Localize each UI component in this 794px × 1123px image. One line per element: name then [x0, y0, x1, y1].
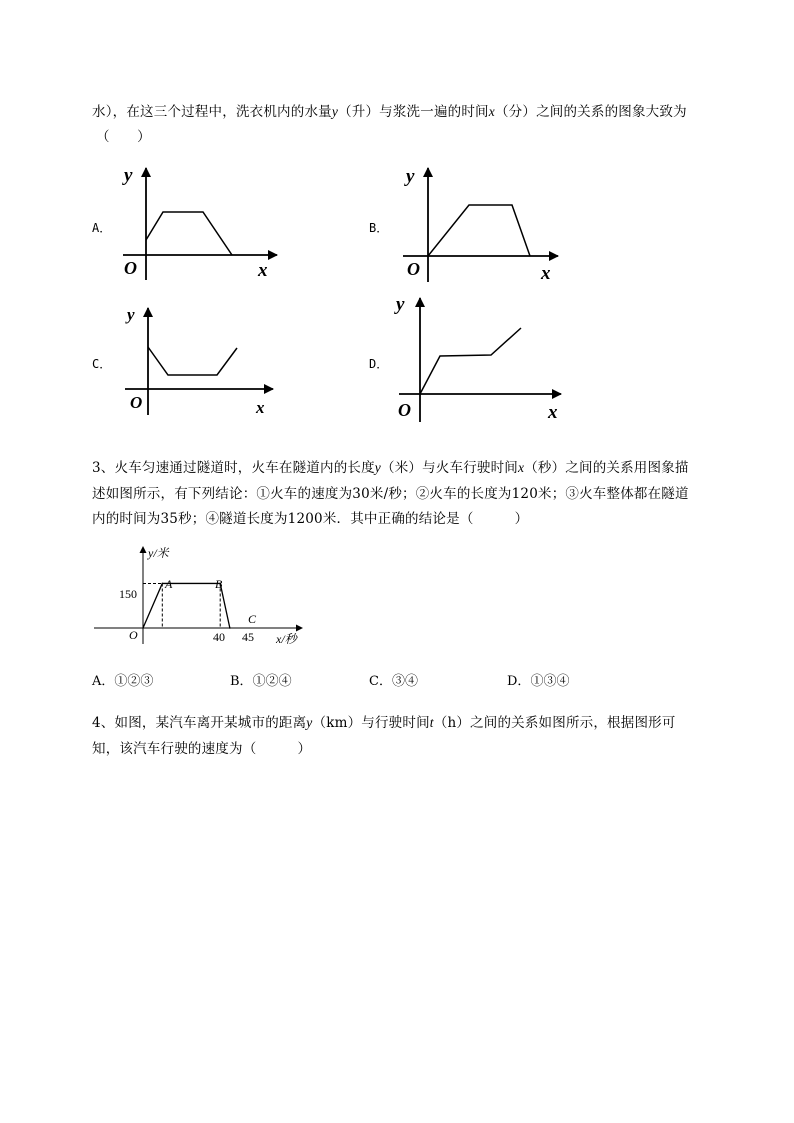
x-label: x: [548, 402, 558, 423]
q3-point-1: [162, 583, 164, 585]
q4-var-t: t: [429, 715, 434, 730]
q2-graph-a: [115, 160, 285, 285]
origin-label: O: [407, 259, 420, 279]
y-tick-150: 150: [119, 587, 137, 601]
y-label: y: [127, 305, 135, 324]
q4-line-2: 知，该汽车行驶的速度为（ ）: [92, 741, 312, 757]
q3-option-c[interactable]: [369, 670, 418, 689]
point-label-a: A: [165, 577, 173, 591]
x-label: x: [258, 260, 268, 281]
q2-graph-b: [395, 160, 565, 285]
y-label: y: [396, 294, 405, 315]
q3-line-1: [92, 456, 689, 476]
x-axis-label: x/秒: [276, 632, 297, 646]
graph-line: [146, 212, 232, 255]
q2-text-c: （分）之间的关系的图象大致为: [494, 104, 687, 120]
q2-var-y: y: [331, 104, 339, 119]
q2-option-d-label: D．: [369, 357, 389, 371]
q3-line-2: 述如图所示，有下列结论：①火车的速度为30米/秒；②火车的长度为120米；③火车整体都在隧道: [92, 486, 689, 502]
x-tick-45: 45: [242, 630, 254, 644]
x-label: x: [541, 263, 551, 284]
q4-text-b: （km）与行驶时间: [312, 715, 430, 731]
q2-option-b-label: B．: [369, 221, 389, 235]
q3-text-a: 3、火车匀速通过隧道时，火车在隧道内的长度: [92, 460, 375, 476]
q3-option-d[interactable]: [507, 670, 569, 689]
q2-var-x: x: [488, 104, 495, 119]
q2-graph-d: [393, 290, 573, 425]
q2-graph-c: [115, 300, 285, 420]
q3-var-y: y: [374, 460, 381, 475]
origin-label: O: [130, 393, 143, 412]
q4-var-y: y: [306, 715, 313, 730]
q3-var-x: x: [518, 460, 525, 475]
q3-text-b: （米）与火车行驶时间: [381, 460, 518, 476]
q3-text-c: （秒）之间的关系用图象描: [524, 460, 689, 476]
q3-chart: [90, 542, 340, 652]
q4-line-1: [92, 711, 676, 731]
q4-text-c: （h）之间的关系如图所示，根据图形可: [433, 715, 676, 731]
q3-point-3: [229, 627, 231, 629]
q2-line-2: （ ）: [96, 129, 151, 145]
origin-label: O: [398, 400, 411, 420]
q2-option-c-label: C．: [92, 357, 112, 371]
q3-point-0: [142, 627, 144, 629]
q3-option-a[interactable]: [92, 670, 153, 689]
q3-option-d-text: ①③④: [530, 674, 570, 689]
q3-option-a-letter: A．: [92, 674, 115, 689]
q3-option-c-letter: C．: [369, 674, 392, 689]
q4-text-a: 4、如图，某汽车离开某城市的距离: [92, 715, 307, 731]
q2-line-1: [92, 100, 687, 120]
q3-line-3: 内的时间为35秒；④隧道长度为1200米．其中正确的结论是（ ）: [92, 511, 529, 527]
q3-option-a-text: ①②③: [114, 674, 154, 689]
q3-option-b-letter: B．: [230, 674, 253, 689]
q3-option-b[interactable]: [230, 670, 292, 689]
q3-option-c-text: ③④: [391, 674, 418, 689]
point-label-c: C: [248, 612, 257, 626]
origin-label: O: [129, 628, 138, 642]
x-tick-40: 40: [213, 630, 225, 644]
graph-line: [148, 347, 237, 375]
graph-line: [420, 328, 521, 394]
q3-option-d-letter: D．: [507, 674, 531, 689]
origin-label: O: [124, 258, 137, 278]
graph-line: [428, 205, 530, 256]
y-label: y: [124, 165, 133, 186]
q3-option-b-text: ①②④: [252, 674, 292, 689]
q2-text-a: 水），在这三个过程中，洗衣机内的水量: [92, 104, 332, 120]
q2-text-b: （升）与浆洗一遍的时间: [338, 104, 489, 120]
q2-option-a-label: A．: [92, 221, 112, 235]
x-label: x: [256, 398, 265, 417]
y-axis-label: y/米: [148, 546, 169, 560]
y-label: y: [406, 166, 415, 187]
point-label-b: B: [215, 577, 223, 591]
